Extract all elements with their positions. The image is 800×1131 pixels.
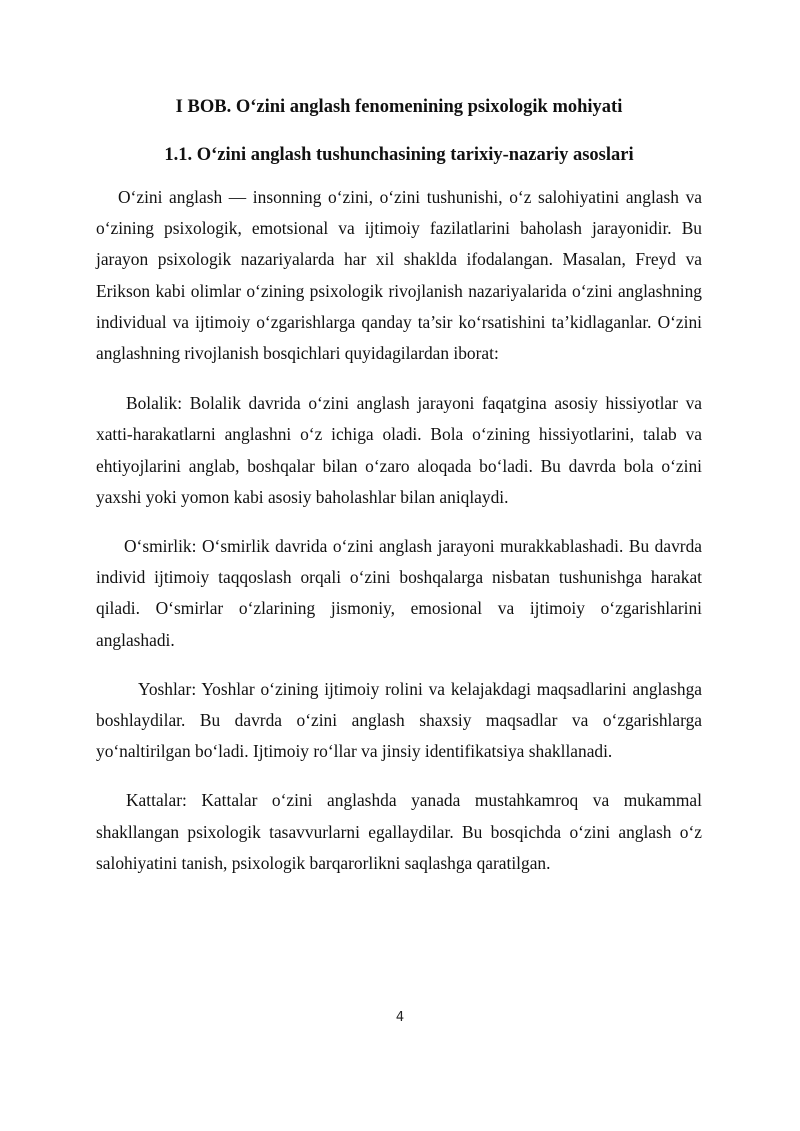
paragraph-intro: O‘zini anglash — insonning o‘zini, o‘zini tushunishi, o‘z salohiyatini anglash va o‘zining psixologik, emotsional va ijtimoiy fazilatlarini baholash jarayonidir. Bu jarayon psixologik nazariyalarda har xil shaklda ifodalangan. Masalan, Freyd va Erikson kabi olimlar o‘zining psixologik rivojlanish nazariyalarida o‘zini anglashning individual va ijtimoiy o‘zgarishlarga qanday ta’sir ko‘rsatishini ta’kidlaganlar. O‘zini anglashning rivojlanish bosqichlari quyidagilardan iborat: [96,187,702,364]
chapter-title: I BOB. O‘zini anglash fenomenining psixologik mohiyati [175,97,623,117]
page-number: 4 [395,1010,405,1025]
paragraph-osmirlik: O‘smirlik: O‘smirlik davrida o‘zini anglash jarayoni murakkablashadi. Bu davrda individ ijtimoiy taqqoslash orqali o‘zini boshqalarga nisbatan tushunishga harakat qiladi. O‘smirlar o‘zlarining jismoniy, emosional va ijtimoiy o‘zgarishlarini anglashadi. [96,536,702,650]
paragraph-bolalik: Bolalik: Bolalik davrida o‘zini anglash jarayoni faqatgina asosiy hissiyotlar va xatti-harakatlarni anglashni o‘z ichiga oladi. Bola o‘zining hissiyotlarini, talab va ehtiyojlarini anglab, boshqalar bilan o‘zaro aloqada bo‘ladi. Bu davrda bola o‘zini yaxshi yoki yomon kabi asosiy baholashlar bilan aniqlaydi. [96,393,702,507]
paragraph-kattalar: Kattalar: Kattalar o‘zini anglashda yanada mustahkamroq va mukammal shakllangan psixologik tasavvurlarni egallaydilar. Bu bosqichda o‘zini anglash o‘z salohiyatini tanish, psixologik barqarorlikni saqlashga qaratilgan. [96,790,702,873]
section-title: 1.1. O‘zini anglash tushunchasining tarixiy-nazariy asoslari [164,145,634,165]
page-content [96,88,702,879]
paragraph-yoshlar: Yoshlar: Yoshlar o‘zining ijtimoiy rolini va kelajakdagi maqsadlarini anglashga boshlaydilar. Bu davrda o‘zini anglash shaxsiy maqsadlar va o‘zgarishlarga yo‘naltirilgan bo‘ladi. Ijtimoiy ro‘llar va jinsiy identifikatsiya shakllanadi. [96,678,702,762]
